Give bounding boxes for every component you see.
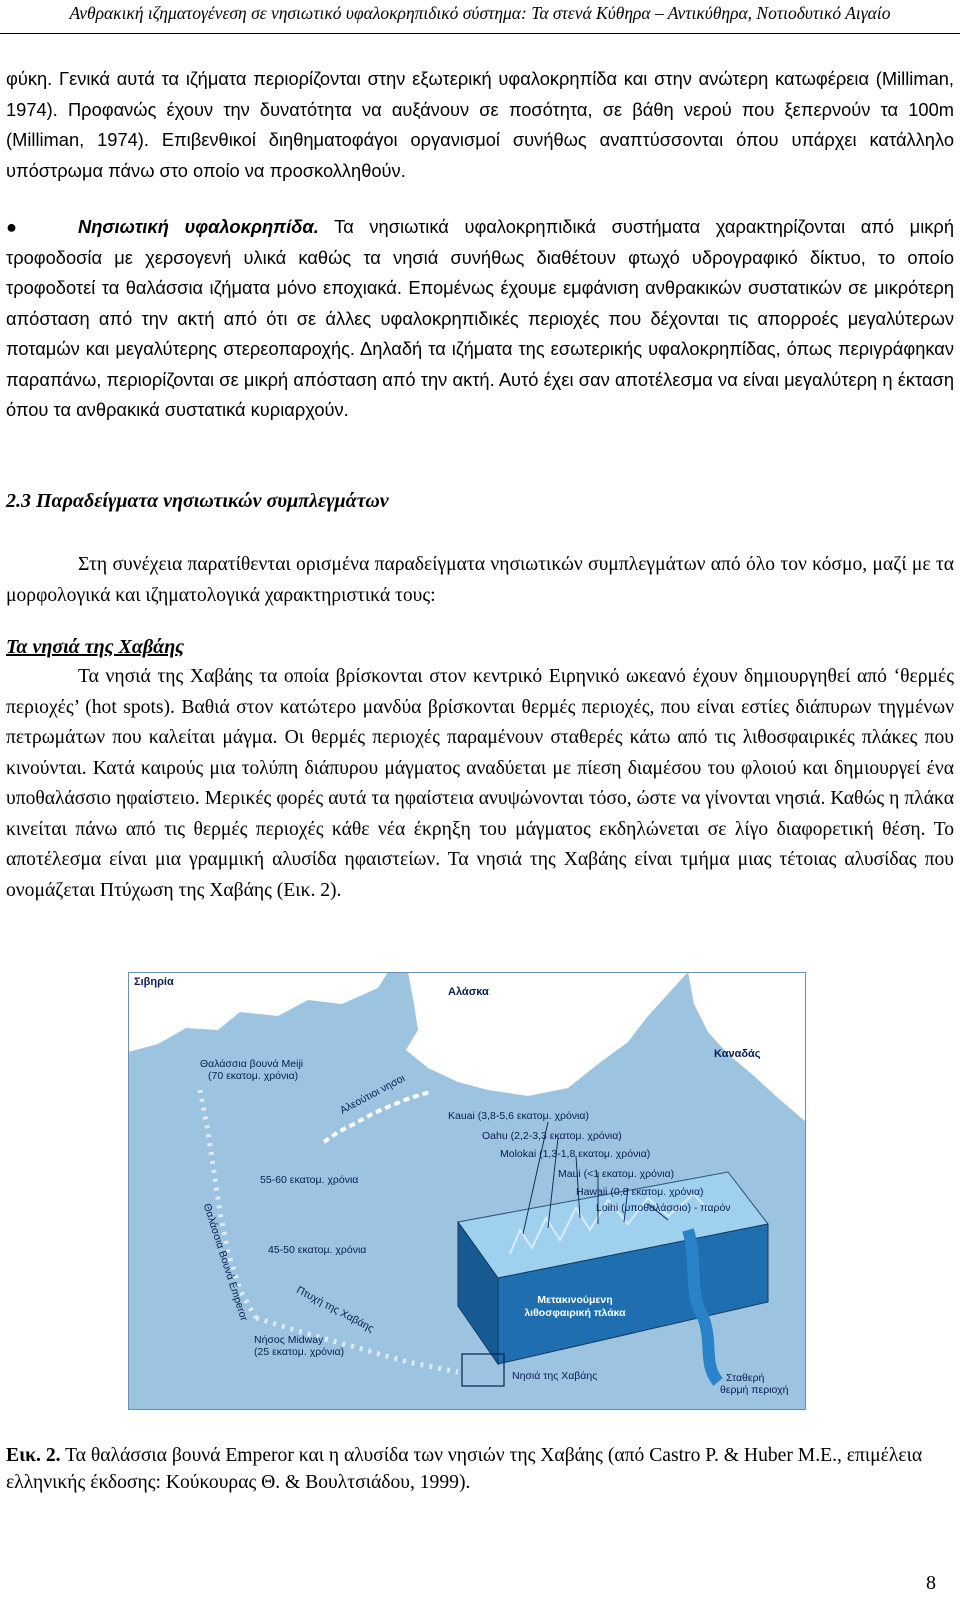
label-molokai: Molokai (1,3-1,8 εκατομ. χρόνια) bbox=[500, 1148, 651, 1160]
label-aleutian: Αλεούτιοι νησοι bbox=[338, 1072, 408, 1117]
bullet-paragraph bbox=[6, 212, 954, 426]
label-maui: Maui (<1 εκατομ. χρόνια) bbox=[558, 1168, 675, 1180]
section-intro bbox=[6, 550, 954, 611]
bullet-label: Νησιωτική υφαλοκρηπίδα. bbox=[78, 216, 319, 237]
label-age-55-60: 55-60 εκατομ. χρόνια bbox=[260, 1174, 359, 1186]
caption-text: Τα θαλάσσια βουνά Emperor και η αλυσίδα των νησιών της Χαβάης (από Castro P. & Huber M.E., επιμέλεια ελληνικής έκδοσης: Κούκουρας Θ. & Βουλτσιάδου, 1999). bbox=[6, 1445, 923, 1493]
subsection-heading: Τα νησιά της Χαβάης bbox=[6, 636, 185, 658]
label-hotspot-1: Σταθερή bbox=[726, 1372, 765, 1384]
label-plate-2: λιθοσφαιρική πλάκα bbox=[524, 1307, 626, 1319]
section-heading: 2.3 Παραδείγματα νησιωτικών συμπλεγμάτων bbox=[6, 490, 389, 512]
hawaii-chain-figure bbox=[128, 972, 806, 1410]
label-loihi: Loihi (υποθαλάσσιο) - παρόν bbox=[596, 1202, 731, 1214]
running-header bbox=[0, 0, 960, 34]
label-kauai: Kauai (3,8-5,6 εκατομ. χρόνια) bbox=[448, 1110, 589, 1122]
label-alaska: Αλάσκα bbox=[448, 986, 489, 998]
label-meiji-2: (70 εκατομ. χρόνια) bbox=[208, 1070, 299, 1082]
figure-caption bbox=[6, 1442, 954, 1496]
label-canada: Καναδάς bbox=[714, 1048, 761, 1060]
label-meiji-1: Θαλάσσια βουνά Meiji bbox=[200, 1058, 304, 1070]
label-plate-1: Μετακινούμενη bbox=[537, 1294, 613, 1306]
figure-illustration bbox=[128, 972, 806, 1410]
aleutian-islands bbox=[324, 1092, 430, 1142]
page-number: 8 bbox=[926, 1572, 936, 1594]
hawaii-paragraph-text: Τα νησιά της Χαβάης τα οποία βρίσκονται στον κεντρικό Ειρηνικό ωκεανό έχουν δημιουργηθεί από ‘θερμές περιοχές’ (hot spots). Βαθιά στον κατώτερο μανδύα βρίσκονται θερμές περιοχές, που είναι εστίες διάπυρων τηγμένων πετρωμάτων που καλείται μάγμα. Οι θερμές περιοχές παραμένουν σταθερές κάτω από τις λιθοσφαιρικές πλάκες που κινούνται. Κατά καιρούς μια τολύπη διάπυρου μάγματος αναδύεται με πίεση διαμέσου του φλοιού και δημιουργεί ένα υποθαλάσσιο ηφαίστειο. Μερικές φορές αυτά τα ηφαίστεια ανυψώνονται τόσο, ώστε να γίνονται νησιά. Καθώς η πλάκα κινείται πάνω από τις θερμές περιοχές κάθε νέα έκρηξη του μάγματος εκδηλώνεται σε λίγο διαφορετική θέση. Το αποτέλεσμα είναι μια γραμμική αλυσίδα ηφαιστείων. Τα νησιά της Χαβάης είναι τμήμα μιας τέτοιας αλυσίδας που ονομάζεται Πτύχωση της Χαβάης (Εικ. 2). bbox=[6, 666, 954, 901]
paragraph-1: φύκη. Γενικά αυτά τα ιζήματα περιορίζονται στην εξωτερική υφαλοκρηπίδα και στην ανώτερη κατωφέρεια (Milliman, 1974). Προφανώς έχουν την δυνατότητα να αυξάνουν σε ποσότητα, σε βάθη νερού που ξεπερνούν τα 100m (Milliman, 1974). Επιβενθικοί διηθηματοφάγοι οργανισμοί συνήθως αναπτύσσονται όπου υπάρχει κατάλληλο υπόστρωμα πάνω στο οποίο να προσκολληθούν. bbox=[6, 68, 954, 181]
label-hawaii: Hawaii (0,8 εκατομ. χρόνια) bbox=[576, 1186, 704, 1198]
canada-land bbox=[688, 972, 806, 1122]
label-emperor: Θαλάσσια Βουνά Emperor bbox=[200, 1202, 250, 1323]
label-midway-1: Νήσος Midway bbox=[254, 1334, 324, 1346]
bullet-text: Τα νησιωτικά υφαλοκρηπιδικά συστήματα χαρακτηρίζονται από μικρή τροφοδοσία με χερσογενή υλικά καθώς τα νησιά συνήθως διαθέτουν φτωχό υδρογραφικό δίκτυο, το οποίο τροφοδοτεί τα θαλάσσια ιζήματα μόνο εποχιακά. bbox=[6, 216, 954, 298]
label-hotspot-2: θερμή περιοχή bbox=[720, 1384, 789, 1396]
running-title: Ανθρακική ιζηματογένεση σε νησιωτικό υφαλοκρηπιδικό σύστημα: Τα στενά Κύθηρα – Αντικύθηρα, Νοτιοδυτικό Αιγαίο bbox=[69, 3, 891, 23]
caption-label: Εικ. 2. bbox=[6, 1445, 61, 1466]
label-siberia: Σιβηρία bbox=[134, 976, 174, 988]
label-midway-2: (25 εκατομ. χρόνια) bbox=[254, 1346, 345, 1358]
label-hawaiian-islands: Νησιά της Χαβάης bbox=[512, 1370, 598, 1382]
label-age-45-50: 45-50 εκατομ. χρόνια bbox=[268, 1244, 367, 1256]
bullet-icon: ● bbox=[6, 216, 18, 237]
bullet-text-continued: Επομένως έχουμε εμφάνιση ανθρακικών συστατικών σε μικρότερη απόσταση από την ακτή από ότι σε άλλες υφαλοκρηπιδικές περιοχές που δέχονται τις απορροές μεγαλύτερων ποταμών και μεγαλύτερης στερεοπαροχής. Δηλαδή τα ιζήματα της εσωτερικής υφαλοκρηπίδας, όπως περιγράφηκαν παραπάνω, περιορίζονται σε μικρή απόσταση από την ακτή. Αυτό έχει σαν αποτέλεσμα να είναι μεγαλύτερη η έκταση όπου τα ανθρακικά συστατικά κυριαρχούν. bbox=[6, 277, 954, 420]
label-fold: Πτυχή της Χαβάης bbox=[294, 1284, 376, 1335]
section-intro-text: Στη συνέχεια παρατίθενται ορισμένα παραδείγματα νησιωτικών συμπλεγμάτων από όλο τον κόσμο, μαζί με τα μορφολογικά και ιζηματολογικά χαρακτηριστικά τους: bbox=[6, 554, 954, 606]
label-oahu: Oahu (2,2-3,3 εκατομ. χρόνια) bbox=[482, 1130, 622, 1142]
hawaii-paragraph bbox=[6, 662, 954, 906]
